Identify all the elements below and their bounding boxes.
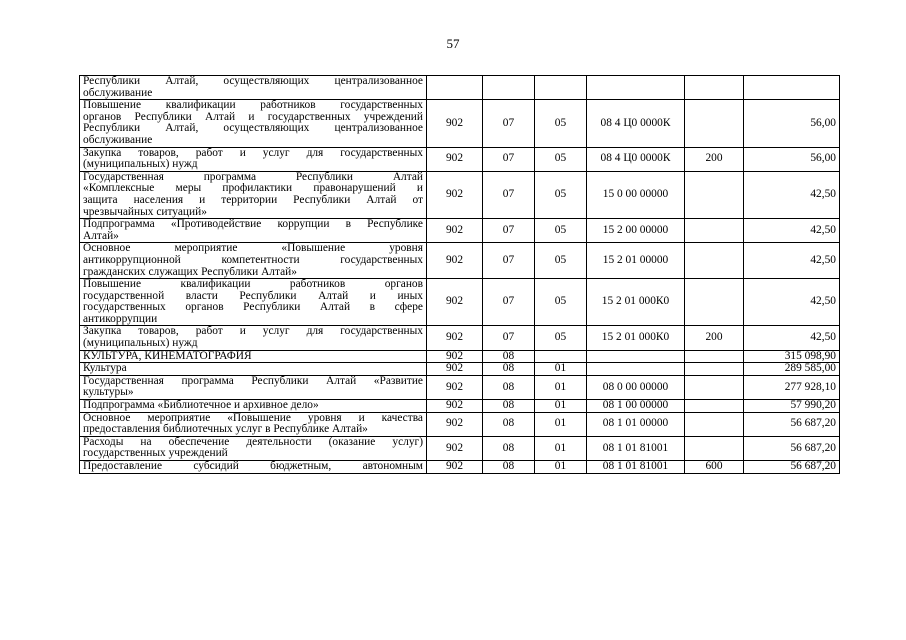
amount-cell: 56 687,20 <box>744 412 840 436</box>
section-code-cell: 07 <box>483 326 535 350</box>
target-article-cell: 15 2 01 00000 <box>587 243 685 279</box>
amount-cell: 42,50 <box>744 219 840 243</box>
expense-name-line: (муниципальных) нужд <box>83 337 198 350</box>
subsection-code-cell: 01 <box>535 363 587 376</box>
section-code-cell: 07 <box>483 243 535 279</box>
expense-name-line: Подпрограмма «Противодействие коррупции в Республике <box>83 218 423 231</box>
amount-cell: 42,50 <box>744 326 840 350</box>
expense-name-cell <box>80 171 427 218</box>
expense-name-line: «Комплексные меры профилактики правонарушений и <box>83 182 423 195</box>
target-article-cell: 15 0 00 00000 <box>587 171 685 218</box>
table-row <box>80 279 840 326</box>
expense-name-line: Республики Алтай, осуществляющих централизованное <box>83 75 423 87</box>
target-article-cell <box>587 363 685 376</box>
subsection-code-cell: 01 <box>535 375 587 399</box>
expense-name-cell <box>80 412 427 436</box>
amount-cell: 42,50 <box>744 279 840 326</box>
section-code-cell: 08 <box>483 350 535 363</box>
section-code-cell: 08 <box>483 461 535 474</box>
admin-code-cell: 902 <box>427 100 483 147</box>
subsection-code-cell: 01 <box>535 436 587 460</box>
target-article-cell: 08 4 Ц0 0000К <box>587 100 685 147</box>
table-row <box>80 243 840 279</box>
target-article-cell: 08 4 Ц0 0000К <box>587 147 685 171</box>
expense-type-cell <box>685 436 744 460</box>
expense-type-cell <box>685 375 744 399</box>
expense-type-cell: 200 <box>685 326 744 350</box>
section-code-cell <box>483 76 535 100</box>
expense-name-cell <box>80 243 427 279</box>
table-row <box>80 326 840 350</box>
admin-code-cell: 902 <box>427 147 483 171</box>
expense-name-line: чрезвычайных ситуаций» <box>83 205 207 218</box>
amount-cell: 315 098,90 <box>744 350 840 363</box>
expense-type-cell <box>685 279 744 326</box>
target-article-cell: 08 1 01 00000 <box>587 412 685 436</box>
expense-type-cell <box>685 76 744 100</box>
expense-name-line: Повышение квалификации работников органов <box>83 278 423 291</box>
subsection-code-cell: 01 <box>535 412 587 436</box>
target-article-cell <box>587 350 685 363</box>
section-code-cell: 07 <box>483 171 535 218</box>
expense-name-cell <box>80 219 427 243</box>
expense-name-line: культуры» <box>83 386 134 399</box>
amount-cell: 289 585,00 <box>744 363 840 376</box>
expense-name-line: обслуживание <box>83 133 153 146</box>
expense-type-cell <box>685 350 744 363</box>
expense-name-line: органов Республики Алтай и государственных учреждений <box>83 110 423 123</box>
expense-name-cell <box>80 400 427 413</box>
table-row <box>80 219 840 243</box>
expense-name-cell <box>80 76 427 100</box>
expense-name-line: антикоррупционной компетентности государственных <box>83 253 423 266</box>
expense-name-line: гражданских служащих Республики Алтай» <box>83 265 297 278</box>
expense-name-line: Культура <box>83 362 127 375</box>
table-row <box>80 350 840 363</box>
expense-name-line: Закупка товаров, работ и услуг для государственных <box>83 146 423 159</box>
subsection-code-cell: 05 <box>535 326 587 350</box>
expense-type-cell: 200 <box>685 147 744 171</box>
expense-type-cell <box>685 100 744 147</box>
section-code-cell: 08 <box>483 436 535 460</box>
target-article-cell: 15 2 00 00000 <box>587 219 685 243</box>
section-code-cell: 07 <box>483 147 535 171</box>
page-number: 57 <box>446 36 460 51</box>
expense-name-line: Государственная программа Республики Алтай <box>83 170 423 183</box>
subsection-code-cell: 01 <box>535 400 587 413</box>
admin-code-cell: 902 <box>427 400 483 413</box>
expense-name-line: Основное мероприятие «Повышение уровня и качества <box>83 411 423 424</box>
expense-type-cell <box>685 400 744 413</box>
expense-name-line: (муниципальных) нужд <box>83 158 198 171</box>
amount-cell: 277 928,10 <box>744 375 840 399</box>
subsection-code-cell: 01 <box>535 461 587 474</box>
expense-type-cell <box>685 412 744 436</box>
admin-code-cell: 902 <box>427 279 483 326</box>
admin-code-cell: 902 <box>427 436 483 460</box>
expense-name-line: государственных учреждений <box>83 447 228 460</box>
table-row <box>80 375 840 399</box>
expense-name-line: обслуживание <box>83 86 153 99</box>
expense-name-cell <box>80 363 427 376</box>
subsection-code-cell: 05 <box>535 279 587 326</box>
subsection-code-cell <box>535 76 587 100</box>
budget-table <box>79 75 840 474</box>
admin-code-cell: 902 <box>427 375 483 399</box>
expense-type-cell: 600 <box>685 461 744 474</box>
table-row <box>80 412 840 436</box>
admin-code-cell: 902 <box>427 461 483 474</box>
expense-type-cell <box>685 243 744 279</box>
subsection-code-cell: 05 <box>535 147 587 171</box>
subsection-code-cell: 05 <box>535 219 587 243</box>
expense-name-line: государственной власти Республики Алтай и иных <box>83 289 423 302</box>
admin-code-cell: 902 <box>427 326 483 350</box>
table-row <box>80 171 840 218</box>
expense-name-line: Подпрограмма «Библиотечное и архивное дело» <box>83 399 319 412</box>
target-article-cell: 08 1 01 81001 <box>587 436 685 460</box>
target-article-cell: 15 2 01 000К0 <box>587 326 685 350</box>
expense-name-cell <box>80 326 427 350</box>
target-article-cell <box>587 76 685 100</box>
amount-cell: 57 990,20 <box>744 400 840 413</box>
amount-cell: 42,50 <box>744 243 840 279</box>
amount-cell: 56,00 <box>744 100 840 147</box>
table-row <box>80 461 840 474</box>
section-code-cell: 08 <box>483 412 535 436</box>
expense-type-cell <box>685 363 744 376</box>
expense-name-cell <box>80 461 427 474</box>
expense-name-cell <box>80 375 427 399</box>
table-row <box>80 400 840 413</box>
expense-name-line: защита населения и территории Республики Алтай от <box>83 193 423 206</box>
expense-type-cell <box>685 171 744 218</box>
amount-cell: 56,00 <box>744 147 840 171</box>
expense-name-line: предоставления библиотечных услуг в Республике Алтай» <box>83 423 368 436</box>
expense-name-line: антикоррупции <box>83 312 158 325</box>
expense-name-line: Предоставление субсидий бюджетным, автономным <box>83 460 423 472</box>
section-code-cell: 08 <box>483 375 535 399</box>
amount-cell: 56 687,20 <box>744 436 840 460</box>
admin-code-cell: 902 <box>427 412 483 436</box>
table-row <box>80 363 840 376</box>
expense-name-line: Расходы на обеспечение деятельности (оказание услуг) <box>83 435 423 448</box>
expense-name-line: Закупка товаров, работ и услуг для государственных <box>83 325 423 338</box>
admin-code-cell: 902 <box>427 363 483 376</box>
table-body <box>80 76 840 474</box>
expense-name-line: государственных органов Республики Алтай в сфере <box>83 301 423 314</box>
amount-cell: 56 687,20 <box>744 461 840 474</box>
table-row <box>80 147 840 171</box>
target-article-cell: 08 1 00 00000 <box>587 400 685 413</box>
expense-name-cell <box>80 279 427 326</box>
amount-cell: 42,50 <box>744 171 840 218</box>
expense-name-line: Алтай» <box>83 229 119 242</box>
admin-code-cell: 902 <box>427 243 483 279</box>
table-row <box>80 436 840 460</box>
expense-name-line: Государственная программа Республики Алтай «Развитие <box>83 374 423 387</box>
section-code-cell: 07 <box>483 279 535 326</box>
subsection-code-cell: 05 <box>535 100 587 147</box>
section-code-cell: 07 <box>483 100 535 147</box>
expense-name-line: КУЛЬТУРА, КИНЕМАТОГРАФИЯ <box>83 349 252 362</box>
target-article-cell: 08 0 00 00000 <box>587 375 685 399</box>
section-code-cell: 08 <box>483 363 535 376</box>
section-code-cell: 08 <box>483 400 535 413</box>
amount-cell <box>744 76 840 100</box>
table-row <box>80 100 840 147</box>
expense-name-line: Республики Алтай, осуществляющих централизованное <box>83 122 423 135</box>
subsection-code-cell: 05 <box>535 171 587 218</box>
expense-type-cell <box>685 219 744 243</box>
expense-name-cell <box>80 436 427 460</box>
admin-code-cell: 902 <box>427 350 483 363</box>
admin-code-cell: 902 <box>427 219 483 243</box>
table-row <box>80 76 840 100</box>
subsection-code-cell <box>535 350 587 363</box>
section-code-cell: 07 <box>483 219 535 243</box>
expense-name-cell <box>80 350 427 363</box>
expense-name-line: Основное мероприятие «Повышение уровня <box>83 242 423 255</box>
admin-code-cell <box>427 76 483 100</box>
target-article-cell: 15 2 01 000К0 <box>587 279 685 326</box>
expense-name-cell <box>80 100 427 147</box>
target-article-cell: 08 1 01 81001 <box>587 461 685 474</box>
expense-name-line: Повышение квалификации работников государственных <box>83 99 423 112</box>
subsection-code-cell: 05 <box>535 243 587 279</box>
admin-code-cell: 902 <box>427 171 483 218</box>
expense-name-cell <box>80 147 427 171</box>
